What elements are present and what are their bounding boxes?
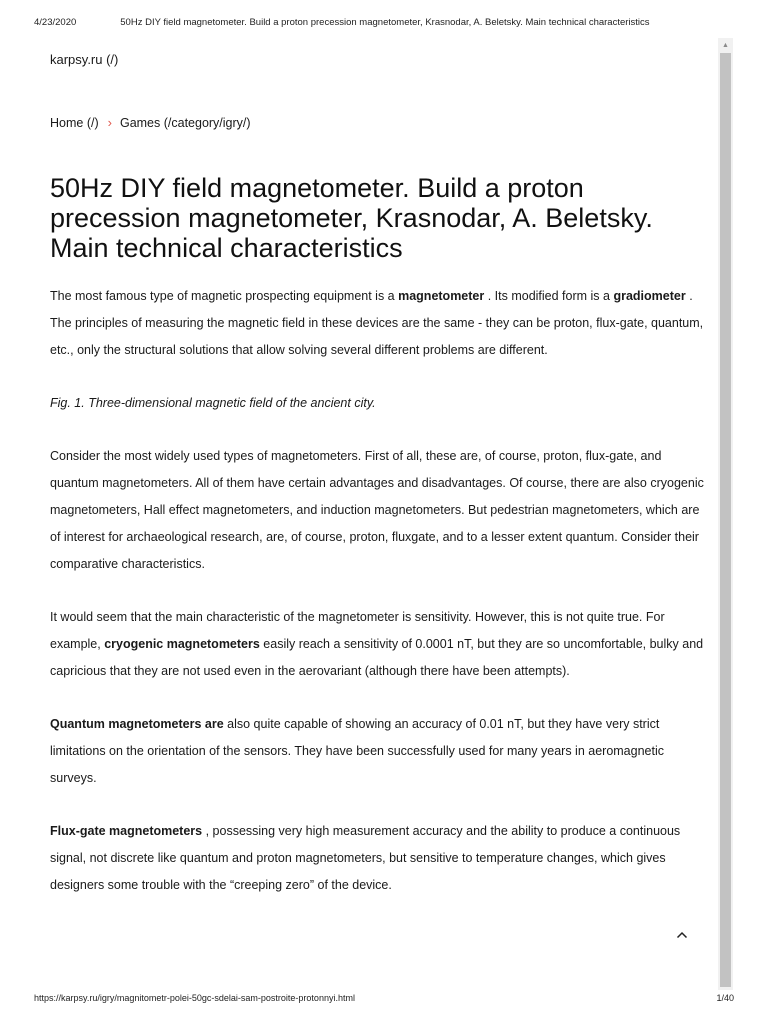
- scrollbar[interactable]: [718, 38, 733, 990]
- term-quantum: Quantum magnetometers are: [50, 717, 224, 731]
- breadcrumb-home[interactable]: Home (/): [50, 115, 99, 130]
- paragraph-intro: The most famous type of magnetic prospecting equipment is a magnetometer . Its modified form is a gradiometer . The principles of measuring the magnetic field in these devices are the same - they can be proton, flux-gate, quantum, etc., only the structural solutions that allow solving several different problems are different.: [50, 289, 704, 357]
- print-date: 4/23/2020: [34, 17, 77, 28]
- breadcrumb-category[interactable]: Games (/category/igry/): [119, 115, 251, 130]
- print-url: https://karpsy.ru/igry/magnitometr-polei-50gc-sdelai-sam-postroite-protonnyi.html: [34, 993, 355, 1003]
- chevron-right-icon: ›: [107, 115, 112, 130]
- term-magnetometer: magnetometer: [398, 289, 485, 303]
- page-number: 1/40: [716, 993, 734, 1003]
- chevron-up-icon: [676, 931, 688, 939]
- term-fluxgate: Flux-gate magnetometers: [50, 824, 203, 838]
- print-footer: [34, 993, 734, 1003]
- print-header: [34, 17, 734, 28]
- paragraph-quantum: Quantum magnetometers are also quite capable of showing an accuracy of 0.01 nT, but they have very strict limitations on the orientation of the sensors. They have been successfully used for many years in aeromagnetic surveys.: [50, 717, 664, 785]
- article-body: [50, 283, 710, 925]
- site-home-link[interactable]: karpsy.ru (/): [50, 52, 119, 67]
- scroll-up-arrow-icon[interactable]: ▲: [722, 41, 729, 49]
- breadcrumb: [50, 115, 251, 130]
- paragraph-fluxgate: Flux-gate magnetometers , possessing very high measurement accuracy and the ability to produce a continuous signal, not discrete like quantum and proton magnetometers, but sensitive to temperature changes, which gives designers some trouble with the “creeping zero” of the device.: [50, 824, 681, 892]
- print-title: 50Hz DIY field magnetometer. Build a proton precession magnetometer, Krasnodar, A. Beletsky. Main technical characteristics: [120, 17, 650, 28]
- page-title: 50Hz DIY field magnetometer. Build a proton precession magnetometer, Krasnodar, A. Beletsky. Main technical characteristics: [50, 173, 653, 263]
- paragraph-types: Consider the most widely used types of magnetometers. First of all, these are, of course, proton, flux-gate, and quantum magnetometers. All of them have certain advantages and disadvantages. Of course, there are also cryogenic magnetometers, Hall effect magnetometers, and induction magnetometers. But pedestrian magnetometers, which are of interest for archaeological research, are, of course, proton, fluxgate, and to a lesser extent quantum. Consider their comparative characteristics.: [50, 449, 704, 571]
- paragraph-sensitivity: It would seem that the main characteristic of the magnetometer is sensitivity. However, this is not quite true. For example, cryogenic magnetometers easily reach a sensitivity of 0.0001 nT, but they are so uncomfortable, bulky and capricious that they are not used even in the aerovariant (although there have been attempts).: [50, 610, 704, 678]
- term-cryogenic: cryogenic magnetometers: [104, 637, 260, 651]
- scrollbar-thumb[interactable]: [720, 53, 731, 987]
- figure-caption: Fig. 1. Three-dimensional magnetic field of the ancient city.: [50, 396, 376, 410]
- back-to-top-button[interactable]: [672, 925, 692, 945]
- term-gradiometer: gradiometer: [613, 289, 686, 303]
